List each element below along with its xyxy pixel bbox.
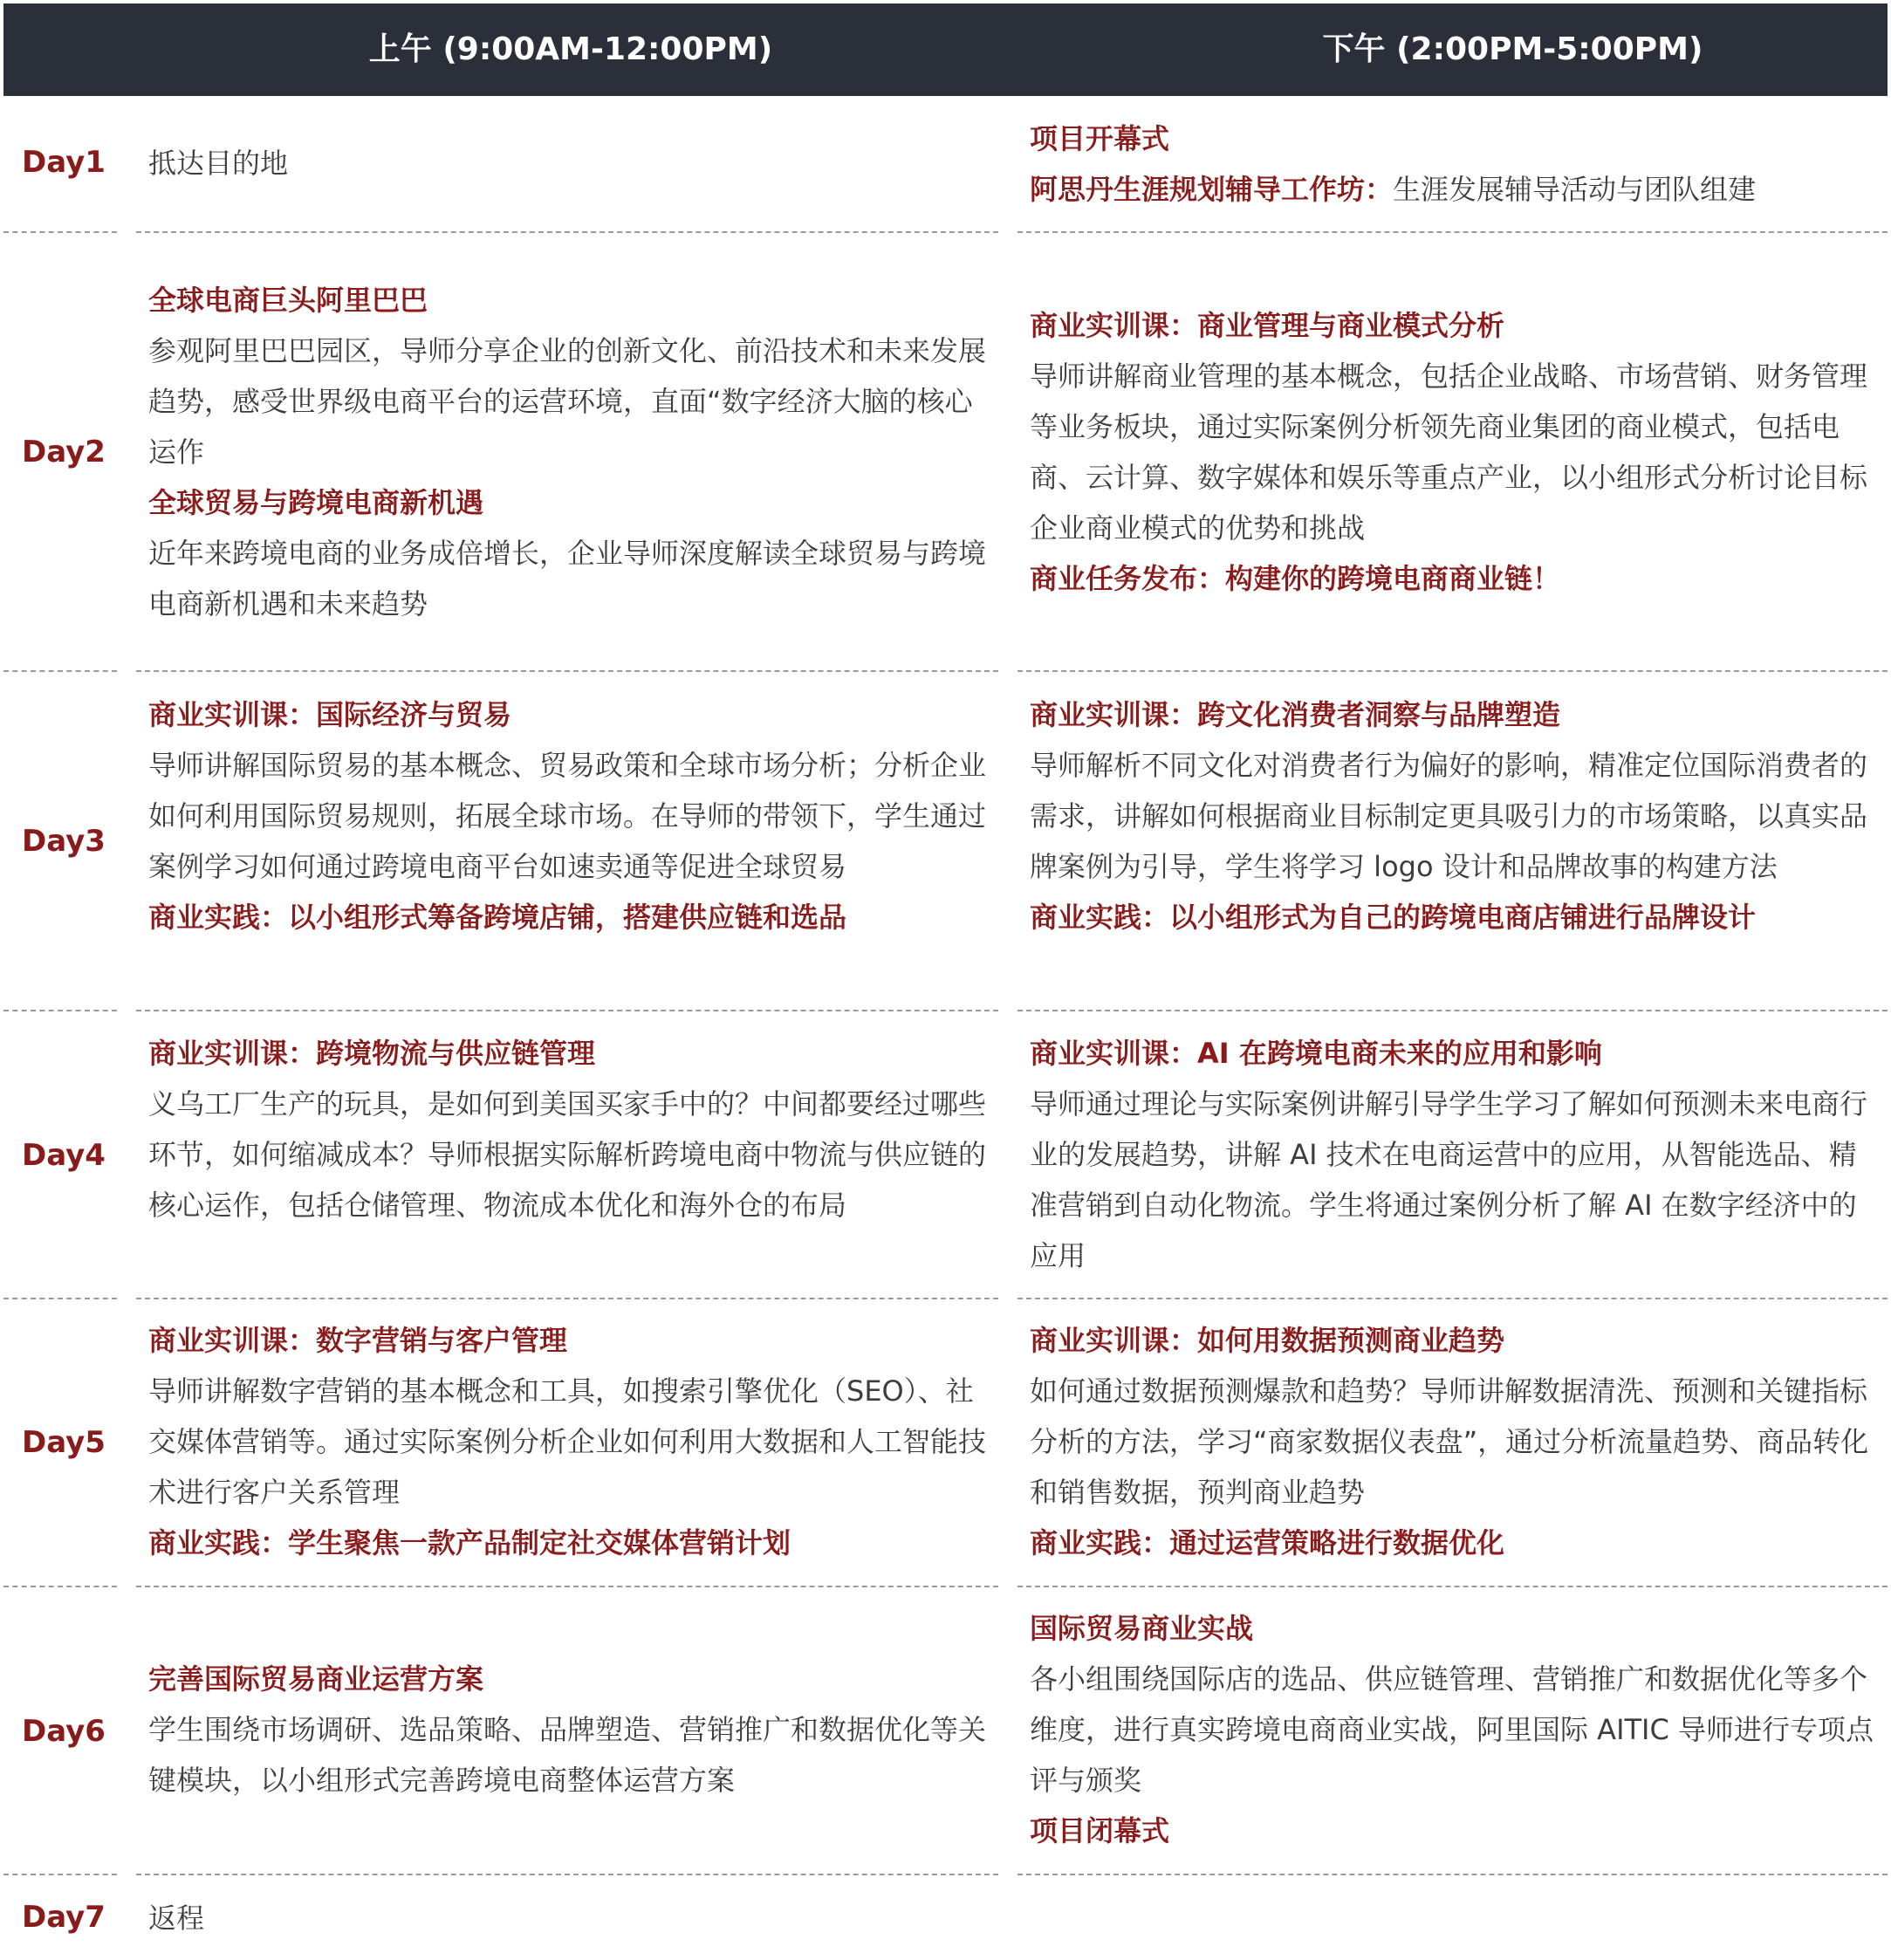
- day-label: Day2: [22, 435, 106, 469]
- day2-pm-cell: [1030, 300, 1881, 604]
- day1-pm-subtitle-label: 阿思丹生涯规划辅导工作坊：: [1030, 173, 1394, 206]
- day2-pm-body: 导师讲解商业管理的基本概念，包括企业战略、市场营销、财务管理等业务板块，通过实际案例分析领先商业集团的商业模式，包括电商、云计算、数字媒体和娱乐等重点产业，以小组形式分析讨论目标企业商业模式的优势和挑战: [1030, 360, 1868, 545]
- day3-am-footer: 商业实践：以小组形式筹备跨境店铺，搭建供应链和选品: [148, 901, 847, 934]
- day6-pm-body: 各小组围绕国际店的选品、供应链管理、营销推广和数据优化等多个维度，进行真实跨境电商商业实战，阿里国际 AITIC 导师进行专项点评与颁奖: [1030, 1662, 1874, 1797]
- day3-pm-cell: [1030, 689, 1881, 942]
- day4-pm-body: 导师通过理论与实际案例讲解引导学生学习了解如何预测未来电商行业的发展趋势，讲解 AI 技术在电商运营中的应用，从智能选品、精准营销到自动化物流。学生将通过案例分析了解 AI 在数字经济中的应用: [1030, 1087, 1868, 1272]
- day1-pm-cell: [1030, 113, 1881, 215]
- day3-pm-body: 导师解析不同文化对消费者行为偏好的影响，精准定位国际消费者的需求，讲解如何根据商业目标制定更具吸引力的市场策略，以真实品牌案例为引导，学生将学习 logo 设计和品牌故事的构建方法: [1030, 749, 1868, 883]
- table-row-day2: [0, 233, 1891, 670]
- day6-pm-footer: 项目闭幕式: [1030, 1814, 1170, 1847]
- day3-am-title: 商业实训课：国际经济与贸易: [148, 698, 512, 731]
- day5-am-footer: 商业实践：学生聚焦一款产品制定社交媒体营销计划: [148, 1526, 791, 1559]
- header-pm: 下午 (2:00PM-5:00PM): [1322, 31, 1703, 67]
- day-label: Day1: [22, 145, 106, 180]
- day4-am-body: 义乌工厂生产的玩具，是如何到美国买家手中的？中间都要经过哪些环节，如何缩减成本？导师根据实际解析跨境电商中物流与供应链的核心运作，包括仓储管理、物流成本优化和海外仓的布局: [148, 1087, 987, 1222]
- day2-am-body2: 近年来跨境电商的业务成倍增长，企业导师深度解读全球贸易与跨境电商新机遇和未来趋势: [148, 537, 987, 620]
- day5-pm-cell: [1030, 1315, 1881, 1568]
- day3-pm-title: 商业实训课：跨文化消费者洞察与品牌塑造: [1030, 698, 1561, 731]
- day4-pm-cell: [1030, 1028, 1881, 1281]
- day2-am-body1: 参观阿里巴巴园区，导师分享企业的创新文化、前沿技术和未来发展趋势，感受世界级电商平台的运营环境，直面“数字经济大脑的核心运作: [148, 334, 987, 469]
- day2-pm-footer: 商业任务发布：构建你的跨境电商商业链！: [1030, 562, 1561, 595]
- day5-am-body: 导师讲解数字营销的基本概念和工具，如搜索引擎优化（SEO）、社交媒体营销等。通过实际案例分析企业如何利用大数据和人工智能技术进行客户关系管理: [148, 1374, 987, 1509]
- table-row-day1: [0, 96, 1891, 231]
- table-row-day5: [0, 1299, 1891, 1586]
- day5-am-title: 商业实训课：数字营销与客户管理: [148, 1324, 568, 1357]
- day2-pm-title: 商业实训课：商业管理与商业模式分析: [1030, 309, 1505, 342]
- day6-pm-cell: [1030, 1603, 1881, 1856]
- day1-pm-title: 项目开幕式: [1030, 122, 1170, 155]
- table-header: [3, 3, 1888, 96]
- day6-pm-title: 国际贸易商业实战: [1030, 1612, 1254, 1645]
- day6-am-body: 学生围绕市场调研、选品策略、品牌塑造、营销推广和数据优化等关键模块，以小组形式完善跨境电商整体运营方案: [148, 1713, 987, 1797]
- day-label: Day3: [22, 824, 106, 859]
- day3-am-cell: [148, 689, 993, 942]
- day1-pm-subtitle-text: 生涯发展辅导活动与团队组建: [1393, 173, 1757, 206]
- table-row-day3: [0, 672, 1891, 1010]
- day1-am-text: 抵达目的地: [148, 147, 289, 180]
- day3-pm-footer: 商业实践：以小组形式为自己的跨境电商店铺进行品牌设计: [1030, 901, 1757, 934]
- table-row-day6: [0, 1587, 1891, 1874]
- day5-pm-title: 商业实训课：如何用数据预测商业趋势: [1030, 1324, 1505, 1357]
- day6-am-title: 完善国际贸易商业运营方案: [148, 1662, 484, 1696]
- day-label: Day7: [22, 1900, 106, 1935]
- day5-am-cell: [148, 1315, 993, 1568]
- day1-pm-subtitle: [1030, 164, 1881, 215]
- day5-pm-body: 如何通过数据预测爆款和趋势？导师讲解数据清洗、预测和关键指标分析的方法，学习“商家数据仪表盘”，通过分析流量趋势、商品转化和销售数据，预判商业趋势: [1030, 1374, 1869, 1509]
- table-row-day7: [0, 1875, 1891, 1960]
- header-am: 上午 (9:00AM-12:00PM): [368, 31, 773, 67]
- day2-am-cell: [148, 275, 993, 629]
- day2-am-title1: 全球电商巨头阿里巴巴: [148, 284, 428, 317]
- day6-am-cell: [148, 1654, 993, 1806]
- day4-pm-title: 商业实训课：AI 在跨境电商未来的应用和影响: [1030, 1037, 1602, 1070]
- day-label: Day5: [22, 1425, 106, 1460]
- day-label: Day4: [22, 1138, 106, 1173]
- day3-am-body: 导师讲解国际贸易的基本概念、贸易政策和全球市场分析；分析企业如何利用国际贸易规则，拓展全球市场。在导师的带领下，学生通过案例学习如何通过跨境电商平台如速卖通等促进全球贸易: [148, 749, 987, 883]
- day5-pm-footer: 商业实践：通过运营策略进行数据优化: [1030, 1526, 1505, 1559]
- day-label: Day6: [22, 1714, 106, 1749]
- day4-am-title: 商业实训课：跨境物流与供应链管理: [148, 1037, 596, 1070]
- day7-am-text: 返程: [148, 1902, 205, 1935]
- table-row-day4: [0, 1011, 1891, 1298]
- day4-am-cell: [148, 1028, 993, 1230]
- day2-am-title2: 全球贸易与跨境电商新机遇: [148, 486, 484, 519]
